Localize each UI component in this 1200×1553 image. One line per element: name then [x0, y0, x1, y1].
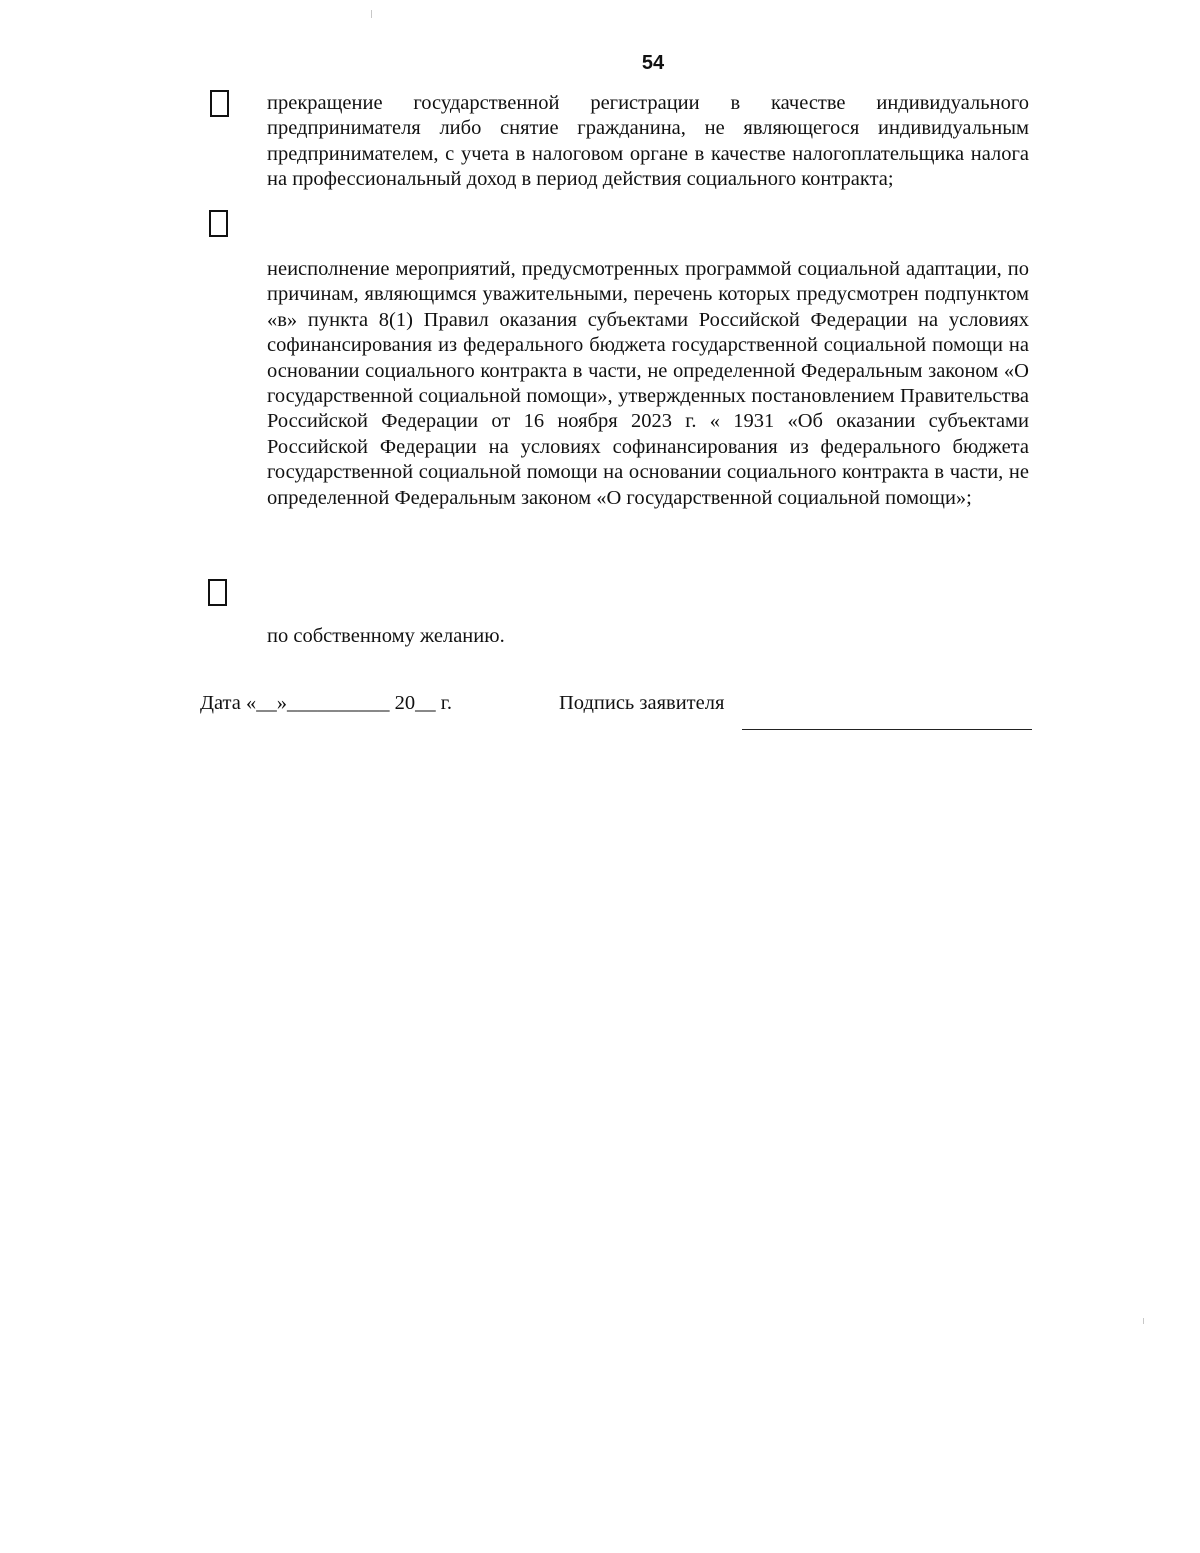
scan-artifact-right: [1143, 1318, 1144, 1324]
option-text-termination-registration: прекращение государственной регистрации в качестве индивидуального предпринимателя либо снятие гражданина, не являющегося индивидуальным предпринимателем, с учета в налоговом органе в качестве налогоплательщика налога на профессиональный доход в период действия социального контракта;: [267, 92, 1029, 191]
signature-label: Подпись заявителя: [559, 692, 725, 714]
option-checkbox-termination-registration[interactable]: [210, 90, 229, 117]
option-text-own-wish: по собственному желанию.: [267, 625, 505, 647]
option-text-nonperformance-measures: неисполнение мероприятий, предусмотренных программой социальной адаптации, по причинам, являющимся уважительными, перечень которых предусмотрен подпунктом «в» пункта 8(1) Правил оказания субъектами Российской Федерации на условиях софинансирования из федерального бюджета государственной социальной помощи на основании социального контракта в части, не определенной Федеральным законом «О государственной социальной помощи», утвержденных постановлением Правительства Российской Федерации от 16 ноября 2023 г. « 1931 «Об оказании субъектами Российской Федерации на условиях софинансирования из федерального бюджета государственной социальной помощи на основании социального контракта в части, не определенной Федеральным законом «О государственной социальной помощи»;: [267, 258, 1029, 509]
option-checkbox-nonperformance-measures[interactable]: [209, 210, 228, 237]
option-checkbox-own-wish[interactable]: [208, 579, 227, 606]
signature-line[interactable]: [742, 729, 1032, 730]
page-number: 54: [641, 52, 665, 74]
date-field[interactable]: Дата «__»__________ 20__ г.: [200, 692, 452, 714]
scan-artifact-top: [371, 10, 372, 18]
